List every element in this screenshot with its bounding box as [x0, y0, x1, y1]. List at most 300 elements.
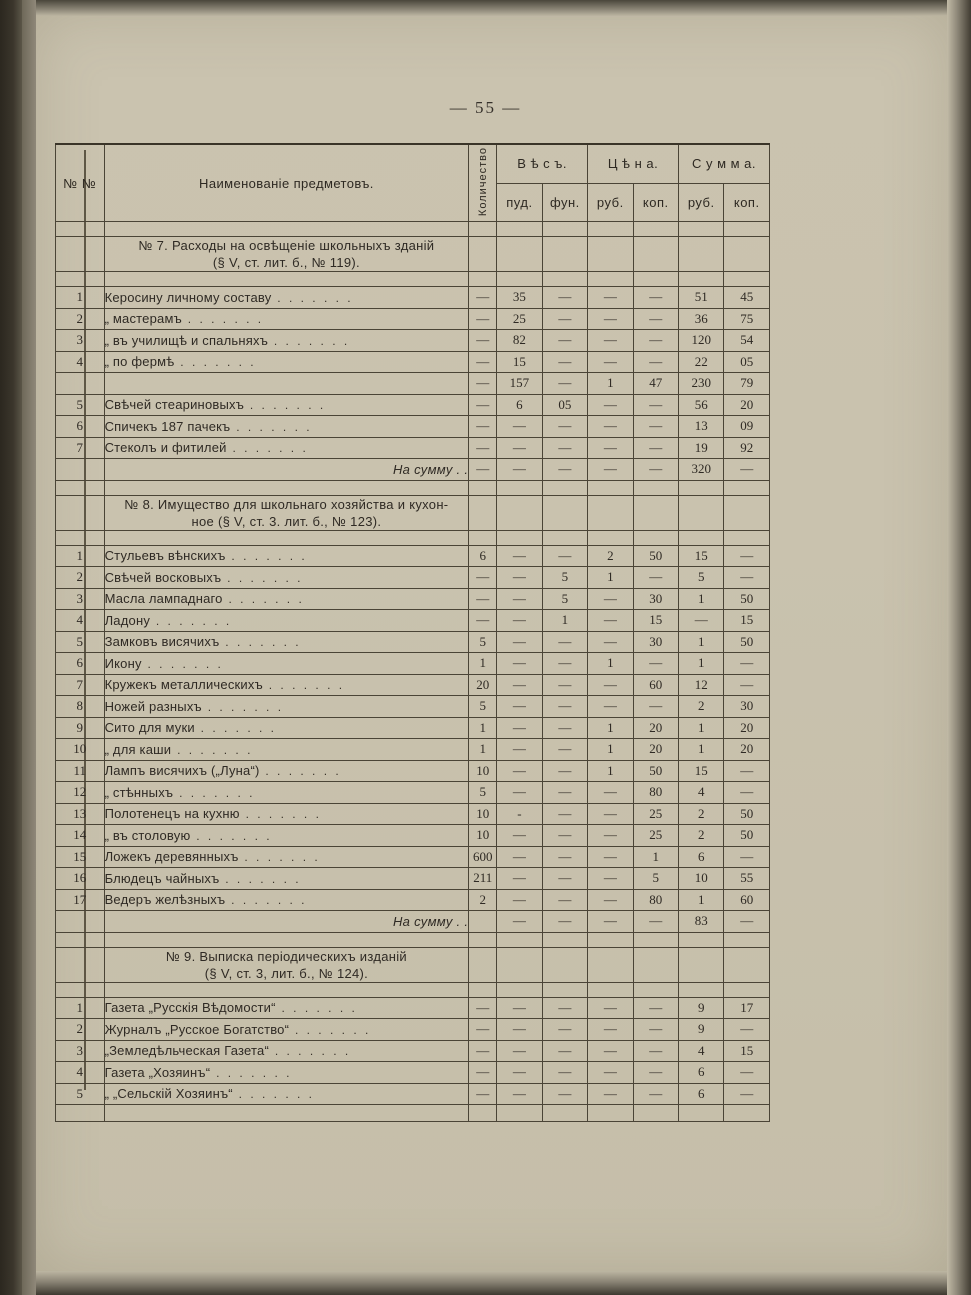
- spacer-cell: [56, 530, 105, 545]
- row-item-name: [104, 394, 469, 416]
- row-item-label: Ладону: [104, 612, 151, 628]
- row-item-label: Спичекъ 187 пачекъ: [104, 418, 231, 434]
- spacer-cell: [104, 932, 469, 947]
- spacer-cell: [56, 932, 105, 947]
- cell-kop2: —: [724, 545, 770, 567]
- cell-kop2: 79: [724, 373, 770, 395]
- row-item-label: „ по фермѣ: [104, 354, 175, 370]
- leader-dots: . . . . . . .: [219, 635, 302, 650]
- cell-kop1: —: [633, 653, 678, 675]
- row-item-label: „ мастерамъ: [104, 311, 182, 327]
- section-heading-blank-cell: [679, 237, 724, 272]
- cell-qty: —: [469, 1062, 497, 1084]
- cell-pud: —: [497, 1040, 542, 1062]
- section-heading-line-2: (§ V, ст. 3, лит. б., № 124).: [204, 965, 369, 981]
- cell-rub2: 1: [679, 653, 724, 675]
- cell-rub1: —: [588, 394, 633, 416]
- cell-pud: —: [497, 610, 542, 632]
- table-row: [56, 588, 770, 610]
- total-cell-pud: —: [497, 459, 542, 481]
- spacer-cell: [104, 272, 469, 287]
- cell-qty: 600: [469, 846, 497, 868]
- table-row: [56, 394, 770, 416]
- cell-kop2: 15: [724, 1040, 770, 1062]
- cell-kop1: —: [633, 416, 678, 438]
- spacer-cell: [633, 932, 678, 947]
- leader-dots: . . . . . . .: [150, 613, 232, 628]
- row-number: 3: [56, 330, 105, 352]
- cell-rub2: 56: [679, 394, 724, 416]
- spacer-cell: [633, 1105, 678, 1122]
- total-cell-kop1: —: [633, 459, 678, 481]
- table-row: [56, 373, 770, 395]
- cell-kop2: 50: [724, 825, 770, 847]
- cell-rub1: —: [588, 846, 633, 868]
- cell-qty: 10: [469, 803, 497, 825]
- cell-kop1: 50: [633, 545, 678, 567]
- row-item-name: [104, 674, 469, 696]
- cell-pud: —: [497, 696, 542, 718]
- row-number: 5: [56, 394, 105, 416]
- table-row: [56, 1040, 770, 1062]
- spacer-cell: [724, 932, 770, 947]
- cell-pud: —: [497, 567, 542, 589]
- cell-pud: 15: [497, 351, 542, 373]
- cell-kop2: —: [724, 1019, 770, 1041]
- spacer-cell: [633, 272, 678, 287]
- cell-qty: —: [469, 588, 497, 610]
- cell-rub1: —: [588, 1062, 633, 1084]
- total-cell-rub1: —: [588, 911, 633, 933]
- spacer-cell: [56, 982, 105, 997]
- total-cell-rub2: 83: [679, 911, 724, 933]
- cell-rub2: 9: [679, 997, 724, 1019]
- cell-fun: —: [542, 287, 587, 309]
- cell-kop1: 30: [633, 588, 678, 610]
- spacer-cell: [497, 932, 542, 947]
- page-edge-top: [36, 0, 971, 16]
- spacer-cell: [542, 480, 587, 495]
- cell-pud: —: [497, 1019, 542, 1041]
- cell-kop1: —: [633, 1040, 678, 1062]
- leader-dots: . . . . . . .: [239, 807, 322, 822]
- row-item-name: [104, 739, 469, 761]
- spacer-cell: [104, 480, 469, 495]
- spacer-cell: [588, 530, 633, 545]
- cell-kop2: —: [724, 1062, 770, 1084]
- cell-kop1: —: [633, 437, 678, 459]
- spacer-cell: [497, 530, 542, 545]
- cell-rub1: 1: [588, 760, 633, 782]
- cell-fun: —: [542, 545, 587, 567]
- cell-rub1: —: [588, 868, 633, 890]
- row-item-name: [104, 287, 469, 309]
- cell-rub2: 4: [679, 782, 724, 804]
- section-heading-line-2: ное (§ V, ст. 3. лит. б., № 123).: [191, 513, 382, 529]
- row-item-label: Ножей разныхъ: [104, 698, 202, 714]
- leader-dots: . . . . . . .: [268, 333, 350, 348]
- table-row: [56, 803, 770, 825]
- cell-rub1: —: [588, 825, 633, 847]
- row-item-name: [104, 545, 469, 567]
- section-heading-blank-cell: [469, 947, 497, 982]
- leader-dots: . . . . . . .: [221, 570, 304, 585]
- row-item-label: Журналъ „Русское Богатство“: [104, 1021, 290, 1037]
- cell-fun: —: [542, 373, 587, 395]
- spacer-cell: [724, 272, 770, 287]
- cell-fun: —: [542, 631, 587, 653]
- cell-fun: —: [542, 696, 587, 718]
- table-head: [56, 144, 770, 222]
- cell-rub2: 5: [679, 567, 724, 589]
- cell-kop2: 75: [724, 308, 770, 330]
- cell-pud: 6: [497, 394, 542, 416]
- col-header-pud: пуд.: [497, 183, 542, 221]
- row-number: 3: [56, 1040, 105, 1062]
- spacer-cell: [724, 1105, 770, 1122]
- row-number: [56, 373, 105, 395]
- spacer-cell: [724, 530, 770, 545]
- row-item-name: [104, 308, 469, 330]
- row-item-name: [104, 373, 469, 395]
- cell-qty: —: [469, 1040, 497, 1062]
- row-number: 4: [56, 351, 105, 373]
- table-row: [56, 760, 770, 782]
- table-row: [56, 889, 770, 911]
- cell-rub1: —: [588, 416, 633, 438]
- total-label: На сумму . .: [104, 459, 469, 481]
- cell-pud: —: [497, 782, 542, 804]
- spacer-cell: [633, 480, 678, 495]
- cell-kop2: 60: [724, 889, 770, 911]
- cell-qty: 10: [469, 760, 497, 782]
- leader-dots: . . . . . . .: [173, 785, 255, 800]
- cell-pud: 157: [497, 373, 542, 395]
- cell-kop2: 54: [724, 330, 770, 352]
- leader-dots: . . . . . . .: [201, 699, 284, 714]
- spacer-cell: [724, 222, 770, 237]
- spacer-cell: [469, 982, 497, 997]
- section-total-row: [56, 911, 770, 933]
- spacer-cell: [679, 1105, 724, 1122]
- spacer-cell: [56, 222, 105, 237]
- leader-dots: . . . . . . .: [259, 764, 342, 779]
- section-heading-blank-cell: [497, 495, 542, 530]
- spacer-cell: [588, 480, 633, 495]
- cell-qty: —: [469, 567, 497, 589]
- cell-kop1: 47: [633, 373, 678, 395]
- cell-qty: 20: [469, 674, 497, 696]
- row-number: 14: [56, 825, 105, 847]
- spacer-cell: [542, 530, 587, 545]
- leader-dots: . . . . . . .: [289, 1022, 371, 1037]
- total-cell-pud: —: [497, 911, 542, 933]
- cell-fun: 1: [542, 610, 587, 632]
- cell-qty: 5: [469, 631, 497, 653]
- cell-qty: 5: [469, 782, 497, 804]
- table-row: [56, 1083, 770, 1105]
- section-heading: [104, 947, 469, 982]
- section-heading-blank-cell: [542, 237, 587, 272]
- cell-rub1: —: [588, 437, 633, 459]
- cell-kop2: 45: [724, 287, 770, 309]
- cell-kop2: 55: [724, 868, 770, 890]
- leader-dots: . . . . . . .: [230, 419, 313, 434]
- cell-fun: —: [542, 437, 587, 459]
- leader-dots: . . . . . . .: [269, 1044, 351, 1059]
- cell-kop2: 50: [724, 588, 770, 610]
- row-item-name: [104, 717, 469, 739]
- row-number: 17: [56, 889, 105, 911]
- cell-qty: —: [469, 351, 497, 373]
- row-item-name: [104, 416, 469, 438]
- cell-pud: —: [497, 437, 542, 459]
- row-item-name: [104, 803, 469, 825]
- leader-dots: . . . . . . .: [181, 312, 264, 327]
- spacer-cell: [588, 272, 633, 287]
- section-gap-row: [56, 480, 770, 495]
- cell-rub2: 2: [679, 696, 724, 718]
- leader-dots: . . . . . . .: [222, 592, 305, 607]
- cell-kop1: 25: [633, 825, 678, 847]
- row-item-label: Ложекъ деревянныхъ: [104, 849, 239, 865]
- cell-fun: —: [542, 739, 587, 761]
- leader-dots: . . . . . . .: [232, 1087, 315, 1102]
- total-cell-rub2: 320: [679, 459, 724, 481]
- section-heading-blank-cell: [469, 237, 497, 272]
- row-number: 1: [56, 545, 105, 567]
- total-cell-qty: [469, 911, 497, 933]
- row-item-name: [104, 1083, 469, 1105]
- cell-kop1: —: [633, 1083, 678, 1105]
- leader-dots: . . . . . . .: [225, 549, 308, 564]
- row-item-name: [104, 567, 469, 589]
- cell-rub2: 1: [679, 588, 724, 610]
- cell-rub2: 1: [679, 631, 724, 653]
- cell-kop2: 20: [724, 739, 770, 761]
- table-row: [56, 545, 770, 567]
- spacer-cell: [104, 530, 469, 545]
- cell-kop2: 17: [724, 997, 770, 1019]
- cell-fun: —: [542, 1083, 587, 1105]
- cell-kop2: 15: [724, 610, 770, 632]
- total-row-number: [56, 459, 105, 481]
- row-number: 2: [56, 308, 105, 330]
- spacer-cell: [469, 932, 497, 947]
- row-item-name: [104, 437, 469, 459]
- col-header-sum-kop: коп.: [724, 183, 770, 221]
- row-item-name: [104, 1062, 469, 1084]
- spacer-cell: [469, 222, 497, 237]
- table-row: [56, 868, 770, 890]
- row-item-name: [104, 846, 469, 868]
- spacer-cell: [724, 982, 770, 997]
- section-heading-blank-cell: [469, 495, 497, 530]
- spacer-cell: [104, 982, 469, 997]
- row-item-label: Керосину личному составу: [104, 289, 272, 305]
- section-heading-blank-cell: [679, 495, 724, 530]
- row-item-label: Свѣчей стеариновыхъ: [104, 397, 245, 413]
- cell-kop2: —: [724, 653, 770, 675]
- section-heading-blank-cell: [633, 237, 678, 272]
- cell-kop1: 60: [633, 674, 678, 696]
- cell-fun: —: [542, 674, 587, 696]
- cell-rub1: —: [588, 674, 633, 696]
- row-item-name: [104, 696, 469, 718]
- cell-kop2: 20: [724, 717, 770, 739]
- row-number: 5: [56, 1083, 105, 1105]
- row-item-label: Полотенецъ на кухню: [104, 806, 240, 822]
- cell-kop2: 50: [724, 631, 770, 653]
- row-item-name: [104, 1019, 469, 1041]
- row-item-name: [104, 760, 469, 782]
- row-item-label: Стеколъ и фитилей: [104, 440, 227, 456]
- row-item-label: Замковъ висячихъ: [104, 634, 220, 650]
- cell-rub2: 120: [679, 330, 724, 352]
- cell-kop1: —: [633, 330, 678, 352]
- row-number: 13: [56, 803, 105, 825]
- row-item-label: Кружекъ металлическихъ: [104, 677, 263, 693]
- leader-dots: . . . . . . .: [210, 1065, 292, 1080]
- cell-rub1: —: [588, 631, 633, 653]
- cell-kop1: —: [633, 394, 678, 416]
- cell-rub2: 12: [679, 674, 724, 696]
- row-item-name: [104, 330, 469, 352]
- cell-fun: 05: [542, 394, 587, 416]
- cell-rub2: 13: [679, 416, 724, 438]
- cell-kop1: 5: [633, 868, 678, 890]
- leader-dots: . . . . . . .: [225, 893, 308, 908]
- cell-qty: —: [469, 610, 497, 632]
- cell-kop2: 09: [724, 416, 770, 438]
- cell-fun: —: [542, 330, 587, 352]
- cell-kop2: 92: [724, 437, 770, 459]
- book-binding-shadow: [0, 0, 22, 1295]
- section-heading-row: [56, 237, 770, 272]
- cell-pud: —: [497, 545, 542, 567]
- col-header-sum: С у м м а.: [679, 144, 770, 183]
- cell-pud: —: [497, 674, 542, 696]
- cell-rub2: 2: [679, 825, 724, 847]
- header-row-main: [56, 144, 770, 183]
- spacer-cell: [56, 1105, 105, 1122]
- row-item-label: Икону: [104, 655, 142, 671]
- row-item-label: Ведеръ желѣзныхъ: [104, 892, 226, 908]
- spacer-cell: [679, 982, 724, 997]
- spacer-cell: [588, 982, 633, 997]
- cell-qty: —: [469, 308, 497, 330]
- col-header-fun: фун.: [542, 183, 587, 221]
- cell-kop2: 05: [724, 351, 770, 373]
- table-row: [56, 997, 770, 1019]
- section-heading-blank-cell: [633, 947, 678, 982]
- table-row: [56, 782, 770, 804]
- cell-kop1: 15: [633, 610, 678, 632]
- cell-fun: —: [542, 803, 587, 825]
- row-number: 5: [56, 631, 105, 653]
- row-number: 11: [56, 760, 105, 782]
- cell-pud: —: [497, 653, 542, 675]
- cell-pud: —: [497, 889, 542, 911]
- row-item-name: [104, 610, 469, 632]
- leader-dots: . . . . . . .: [244, 398, 326, 413]
- spacer-cell: [469, 530, 497, 545]
- spacer-cell: [588, 1105, 633, 1122]
- table-row: [56, 610, 770, 632]
- cell-kop2: —: [724, 674, 770, 696]
- section-gap-row: [56, 530, 770, 545]
- cell-kop1: 80: [633, 889, 678, 911]
- total-cell-kop2: —: [724, 911, 770, 933]
- row-item-label: Сито для муки: [104, 720, 195, 736]
- cell-rub1: —: [588, 1083, 633, 1105]
- spacer-cell: [633, 982, 678, 997]
- col-header-quantity: Количество: [469, 144, 497, 222]
- cell-rub1: —: [588, 588, 633, 610]
- spacer-cell: [542, 982, 587, 997]
- cell-rub1: —: [588, 782, 633, 804]
- cell-kop2: 20: [724, 394, 770, 416]
- row-item-label: Стульевъ вѣнскихъ: [104, 548, 226, 564]
- spacer-cell: [633, 530, 678, 545]
- row-number: 3: [56, 588, 105, 610]
- row-item-name: [104, 868, 469, 890]
- cell-pud: 35: [497, 287, 542, 309]
- cell-kop2: 30: [724, 696, 770, 718]
- cell-pud: 82: [497, 330, 542, 352]
- cell-rub1: 2: [588, 545, 633, 567]
- cell-fun: —: [542, 351, 587, 373]
- table-row: [56, 739, 770, 761]
- spacer-cell: [56, 272, 105, 287]
- cell-kop1: —: [633, 308, 678, 330]
- cell-kop1: —: [633, 351, 678, 373]
- cell-qty: 6: [469, 545, 497, 567]
- cell-kop2: —: [724, 1083, 770, 1105]
- total-cell-rub1: —: [588, 459, 633, 481]
- spacer-cell: [497, 1105, 542, 1122]
- spacer-cell: [588, 932, 633, 947]
- cell-kop1: —: [633, 567, 678, 589]
- row-number: 6: [56, 653, 105, 675]
- cell-rub2: 36: [679, 308, 724, 330]
- spacer-cell: [679, 932, 724, 947]
- row-item-name: [104, 588, 469, 610]
- cell-rub1: —: [588, 308, 633, 330]
- cell-qty: —: [469, 373, 497, 395]
- row-number: 10: [56, 739, 105, 761]
- row-item-name: [104, 825, 469, 847]
- col-header-price: Ц ѣ н а.: [588, 144, 679, 183]
- section-gap-row: [56, 272, 770, 287]
- row-number: 12: [56, 782, 105, 804]
- cell-fun: —: [542, 1019, 587, 1041]
- cell-fun: —: [542, 653, 587, 675]
- cell-kop1: —: [633, 1062, 678, 1084]
- section-heading-line-2: (§ V, ст. лит. б., № 119).: [212, 255, 360, 271]
- leader-dots: . . . . . . .: [238, 850, 321, 865]
- spacer-cell: [679, 272, 724, 287]
- col-header-sum-rub: руб.: [679, 183, 724, 221]
- section-heading-number-cell: [56, 495, 105, 530]
- leader-dots: . . . . . . .: [275, 1001, 358, 1016]
- section-total-row: [56, 459, 770, 481]
- cell-rub2: 1: [679, 739, 724, 761]
- table-row: [56, 308, 770, 330]
- spacer-cell: [724, 480, 770, 495]
- cell-fun: —: [542, 997, 587, 1019]
- row-number: 4: [56, 1062, 105, 1084]
